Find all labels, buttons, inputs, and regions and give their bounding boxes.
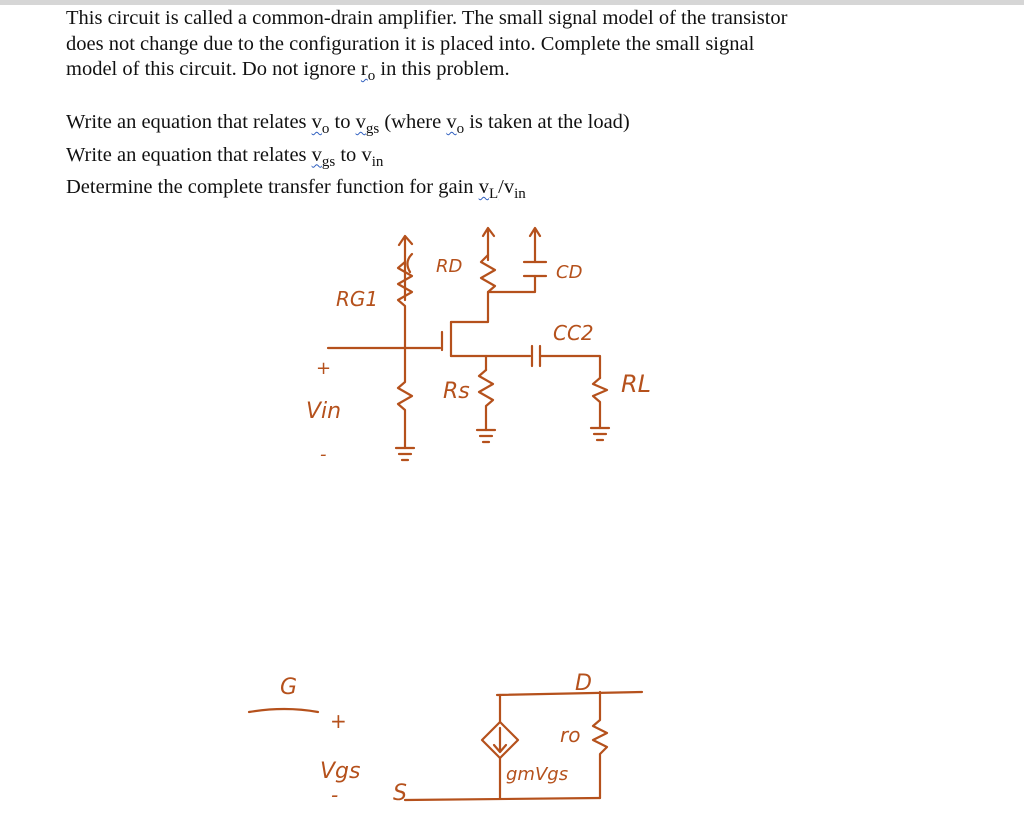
label-vin: Vin [306,399,342,424]
common-drain-schematic [306,228,651,465]
question-1-end: is taken at the load) [464,111,630,133]
vgs-symbol-2-subscript: gs [321,153,336,170]
ro-symbol-subscript: o [367,68,376,85]
vin-symbol-subscript: in [371,153,384,170]
label-vin-minus: - [320,444,327,465]
ss-current-arrow [494,728,506,752]
vo-symbol-2-subscript: o [456,121,465,138]
label-rg1: RG1 [336,287,379,311]
statement-line-3-start: model of this circuit. Do not ignore [66,58,361,80]
cd-capacitor-lead [488,276,535,292]
ss-label-d: D [575,671,592,696]
vgs-symbol-2-letter: v [311,143,322,166]
question-3-start: Determine the complete transfer function for gain [66,176,479,199]
question-2-to: to [335,143,362,166]
ro-symbol-letter: r [360,58,368,80]
question-3-slash: / [498,176,504,199]
vo-symbol-2-letter: v [446,111,457,133]
vo-symbol-subscript: o [321,121,330,138]
ss-label-gm: gmVgs [506,764,569,785]
question-1-where: (where [379,111,447,133]
vin-symbol-2-letter: v [503,176,515,199]
cc2-wire-right [540,356,600,378]
label-vin-plus: + [316,358,332,379]
rl-ground [591,428,609,440]
vdd-arrow-right [530,228,540,262]
rs-resistor [479,370,493,430]
label-rs: Rs [443,379,470,404]
rg2-ground [396,448,414,460]
rl-resistor [593,378,607,428]
drain-lead [451,318,488,322]
label-cd: CD [556,262,583,283]
ss-gate-wire [249,709,318,712]
rd-resistor [481,255,495,318]
question-1-start: Write an equation that relates [66,111,312,133]
ss-source-wire [405,798,600,800]
vgs-symbol-subscript: gs [365,121,380,138]
ss-label-g: G [280,675,298,700]
statement-line-1: This circuit is called a common-drain amplifier. The small signal model of the transistor [66,7,788,29]
source-lead [451,356,486,370]
ss-label-ro: ro [560,723,581,747]
label-rl: RL [621,370,652,398]
vgs-symbol-letter: v [355,111,366,133]
ss-drain-wire [497,692,642,695]
question-1-to: to [329,111,356,133]
vo-symbol-letter: v [311,111,322,133]
question-2-start: Write an equation that relates [66,143,312,166]
rg1-brace [407,254,412,272]
rs-ground [477,430,495,442]
ss-label-plus: + [330,709,347,733]
ss-label-minus: - [331,783,339,807]
ss-ro-resistor [593,692,607,798]
label-cc2: CC2 [553,321,594,345]
vin-symbol-letter: v [361,143,372,166]
label-rd: RD [436,256,463,277]
vl-symbol-subscript: L [488,186,499,203]
rg2-resistor [398,348,412,448]
vl-symbol-letter: v [478,176,489,199]
statement-line-3-end: in this problem. [375,58,510,80]
vin-symbol-2-subscript: in [514,186,526,203]
ss-label-s: S [393,781,407,806]
ss-label-vgs: Vgs [320,759,361,784]
small-signal-model [249,671,642,807]
statement-line-2: does not change due to the configuration it is placed into. Complete the small signal [66,32,755,55]
